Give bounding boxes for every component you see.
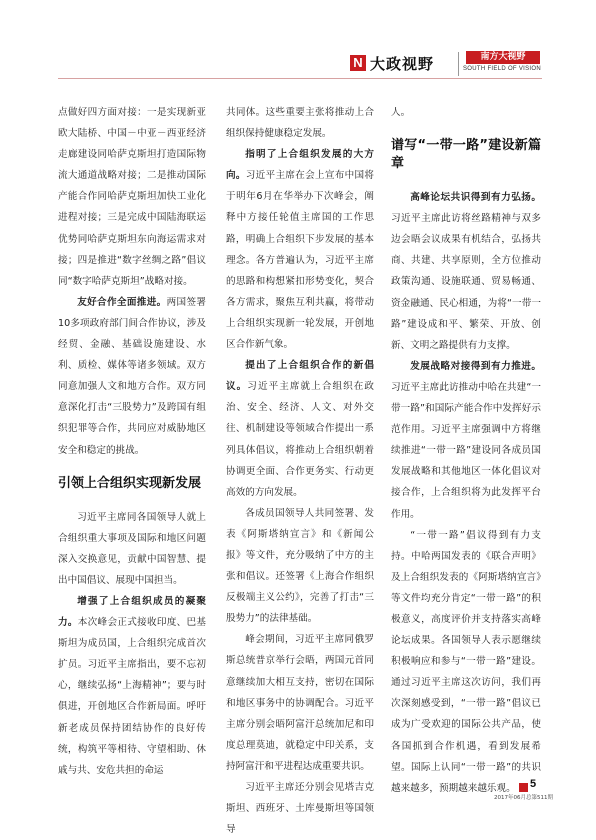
paragraph [391,525,544,799]
paragraph-lead: 发展战略对接得到有力推进。 [410,360,541,372]
text-column-3 [391,102,544,799]
paragraph: 习近平主席还分别会见塔吉克斯坦、西班牙、土库曼斯坦等国领导 [226,782,374,836]
paragraph [58,591,206,781]
paragraph-lead: 增强了上合组织成员的凝聚力。 [58,595,206,629]
page-number: 5 [530,778,537,790]
paragraph [226,144,374,355]
brand-mark-icon: N [350,55,366,71]
paragraph [391,356,541,525]
paragraph-body: “一带一路”倡议得到有力支持。中哈两国发表的《联合声明》及上合组织发表的《阿斯塔纳宣言》等文件均充分肯定“一带一路”的积极意义，高度评价并支持落实高峰论坛成果。各国领导人表示愿继续积极响应和参与“一带一路”建设。通过习近平主席这次访问，我们再次深刻感受到，“一带一路”倡议已成为广受欢迎的国际公共产品，使各国抓到合作机遇，看到发展希望。国际上认同“一带一路”的共识越来越多，预期越来越乐观。 [391,529,541,794]
paragraph [391,187,541,356]
paragraph-lead: 友好合作全面推进。 [77,296,167,308]
end-mark-icon: N [519,783,528,792]
paragraph-body: 习近平主席在会上宣布中国将于明年6月在华举办下次峰会，阐释中方接任轮值主席国的工作思路，明确上合组织下步发展的基本理念。各方普遍认为，习近平主席的思路和构想紧扣形势变化，契合各方需求，聚焦互利共赢，将带动上合组织实现新一轮发展，开创地区合作新气象。 [226,170,375,351]
paragraph [58,292,206,461]
paragraph-body: 习近平主席此访将丝路精神与双多边会晤会议成果有机结合，弘扬共商、共建、共享原则，全方位推动政策沟通、设施联通、贸易畅通、资金融通、民心相通，为将“一带一路”建设成和平、繁荣、开放、创新、文明之路提供有力支撑。 [391,213,541,351]
paragraph: 点做好四方面对接：一是实现新亚欧大陆桥、中国－中亚－西亚经济走廊建设同哈萨克斯坦打造国际物流大通道战略对接；二是推动国际产能合作同哈萨克斯坦加快工业化进程对接；三是完成中国陆海联运优势同哈萨克斯坦东向海运需求对接；四是推进“数字丝绸之路”倡议同“数字哈萨克斯坦”战略对接。 [58,107,206,287]
header-divider [458,52,459,76]
paragraph-body: 本次峰会正式接收印度、巴基斯坦为成员国，上合组织完成首次扩员。习近平主席指出，要不忘初心，继续弘扬“上海精神”；要与时俱进，开创地区合作新局面。呼吁新老成员保持团结协作的良好传统，构筑平等相待、守望相助、休戚与共、安危共担的命运 [58,617,207,776]
paragraph: 峰会期间，习近平主席同俄罗斯总统普京举行会晤，两国元首同意继续加大相互支持，密切在国际和地区事务中的协调配合。习近平主席分别会晤阿富汗总统加尼和印度总理莫迪，就稳定中印关系，支持阿富汗和平进程达成重要共识。 [226,634,374,772]
text-column-1 [58,102,206,781]
paragraph-body: 习近平主席此访推动中哈在共建“一带一路”和国际产能合作中发挥好示范作用。习近平主席强调中方将继续推进“一带一路”建设同各成员国发展战略和其他地区一体化倡议对接合作，上合组织将为此发挥平台作用。 [391,381,541,520]
paragraph [226,355,374,503]
paragraph: 共同体。这些重要主张将推动上合组织保持健康稳定发展。 [226,107,374,140]
section-heading: 谱写“一带一路”建设新篇章 [391,138,541,172]
magazine-logo: 南方大视野 [466,51,540,64]
issue-info: 2017年06月总第511期 [494,795,553,801]
paragraph-lead: 提出了上合组织合作的新倡议。 [226,360,374,393]
section-heading: 引领上合组织实现新发展 [58,475,202,491]
magazine-subtitle: SOUTH FIELD OF VISION [463,66,541,72]
text-column-2 [226,102,374,840]
paragraph-lead: 指明了上合组织发展的大方向。 [226,149,374,182]
header-rule [58,78,542,79]
paragraph: 各成员国领导人共同签署、发表《阿斯塔纳宣言》和《新闻公报》等文件，充分吸纳了中方的主张和倡议。还签署《上海合作组织反极端主义公约》，完善了打击“三股势力”的法律基础。 [226,507,374,625]
paragraph-lead: 高峰论坛共识得到有力弘扬。 [410,192,541,204]
section-title: 大政视野 [370,55,435,73]
paragraph: 习近平主席同各国领导人就上合组织重大事项及国际和地区问题深入交换意见，贡献中国智慧、提出中国倡议、展现中国担当。 [58,511,206,586]
paragraph: 人。 [391,107,411,118]
paragraph-body: 两国签署10多项政府部门间合作协议，涉及经贸、金融、基础设施建设、水利、质检、媒体等诸多领域。双方同意加强人文和地方合作。双方同意深化打击“三股势力”及跨国有组织犯罪等合作，共同应对威胁地区安全和稳定的挑战。 [58,296,207,456]
paragraph-body: 习近平主席就上合组织在政治、安全、经济、人文、对外交往、机制建设等领域合作提出一系列具体倡议，将推动上合组织朝着协调更全面、合作更务实、行动更高效的方向发展。 [226,381,375,498]
